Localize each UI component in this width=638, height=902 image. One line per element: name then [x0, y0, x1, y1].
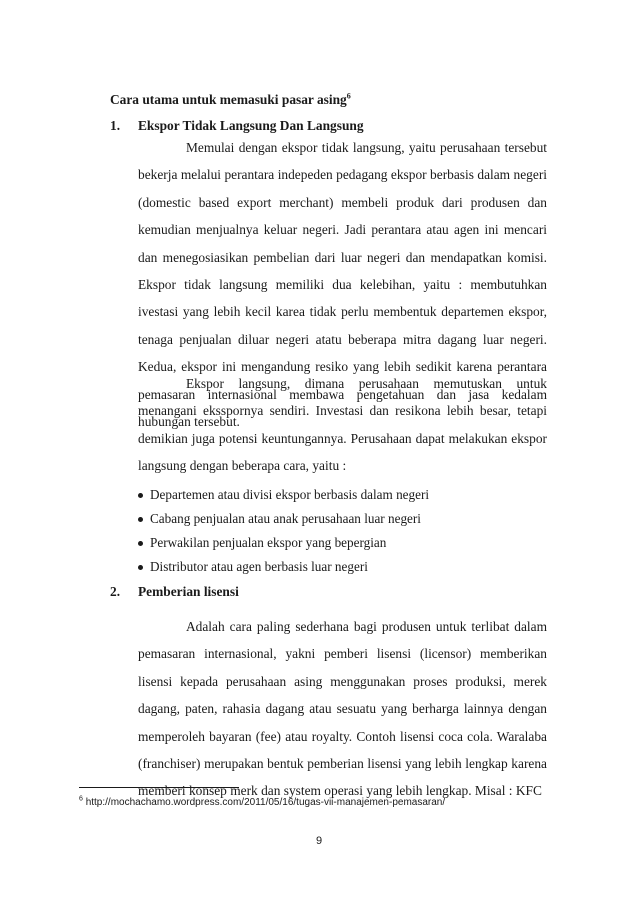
item-1-paragraph-1-text: Memulai dengan ekspor tidak langsung, yaitu perusahaan tersebut bekerja melalui perantara indepeden pedagang ekspor berbasis dalam negeri (domestic based export merchant) membeli produk dari produsen dan kemudian menjualnya keluar negeri. Jadi perantara atau agen ini mencari dan menegosiasikan pembelian dari luar negeri dan mendapatkan komisi. Ekspor tidak langsung memiliki dua kelebihan, yaitu : membutuhkan ivestasi yang lebih kecil karea tidak perlu membentuk departemen ekspor, tenaga penjualan diluar negeri atatu beberapa mitra dagang luar negeri. Kedua, ekspor ini mengandung resiko yang lebih sedikit karena perantara pemasaran internasional membawa pengetahuan dan jasa kedalam hubungan tersebut. — [138, 140, 547, 430]
export-methods-list — [138, 483, 429, 579]
list-item — [138, 531, 429, 555]
list-item-text: Departemen atau divisi ekspor berbasis dalam negeri — [150, 487, 430, 502]
bullet-icon — [138, 517, 143, 522]
list-item-text: Perwakilan penjualan ekspor yang bepergian — [150, 535, 387, 550]
item-2-title: Pemberian lisensi — [138, 584, 239, 599]
footnote-marker: 6 — [79, 795, 83, 803]
list-item — [138, 507, 429, 531]
list-item-text: Cabang penjualan atau anak perusahaan luar negeri — [150, 511, 421, 526]
bullet-icon — [138, 493, 143, 498]
page-number: 9 — [315, 835, 323, 847]
section-heading-text: Cara utama untuk memasuki pasar asing — [110, 92, 347, 107]
item-1-number: 1. — [110, 118, 121, 133]
footnote-url[interactable]: http://mochachamo.wordpress.com/2011/05/16/tugas-vii-manajemen-pemasaran/ — [85, 797, 446, 808]
item-1-paragraph-2 — [138, 370, 547, 480]
bullet-icon — [138, 541, 143, 546]
bullet-icon — [138, 565, 143, 570]
list-item — [138, 555, 429, 579]
list-item — [138, 483, 429, 507]
item-1-paragraph-2-text: Ekspor langsung, dimana perusahaan memutuskan untuk menangani eksspornya sendiri. Investasi dan resikona lebih besar, tetapi demikian juga potensi keuntungannya. Perusahaan dapat melakukan ekspor langsung dengan beberapa cara, yaitu : — [138, 376, 547, 474]
footnote-divider — [79, 787, 239, 788]
item-2-paragraph-1-text: Adalah cara paling sederhana bagi produsen untuk terlibat dalam pemasaran internasional, yakni pemberi lisensi (licensor) memberikan lisensi kepada perusahaan asing menggunakan proses produksi, merek dagang, paten, rahasia dagang atau sesuatu yang berharga lainnya dengan memperoleh bayaran (fee) atau royalty. Contoh lisensi coca cola. Waralaba (franchiser) merupakan bentuk pemberian lisensi yang lebih lengkap karena memberi konsep merk dan system operasi yang lebih lengkap. Misal : KFC — [138, 619, 547, 799]
item-2-paragraph-1 — [138, 613, 547, 805]
footnote-reference: 6 — [346, 91, 351, 101]
item-2-number: 2. — [110, 584, 121, 599]
item-1-title: Ekspor Tidak Langsung Dan Langsung — [138, 118, 364, 133]
list-item-text: Distributor atau agen berbasis luar negeri — [150, 559, 368, 574]
footnote — [79, 797, 445, 808]
section-heading — [110, 92, 351, 108]
